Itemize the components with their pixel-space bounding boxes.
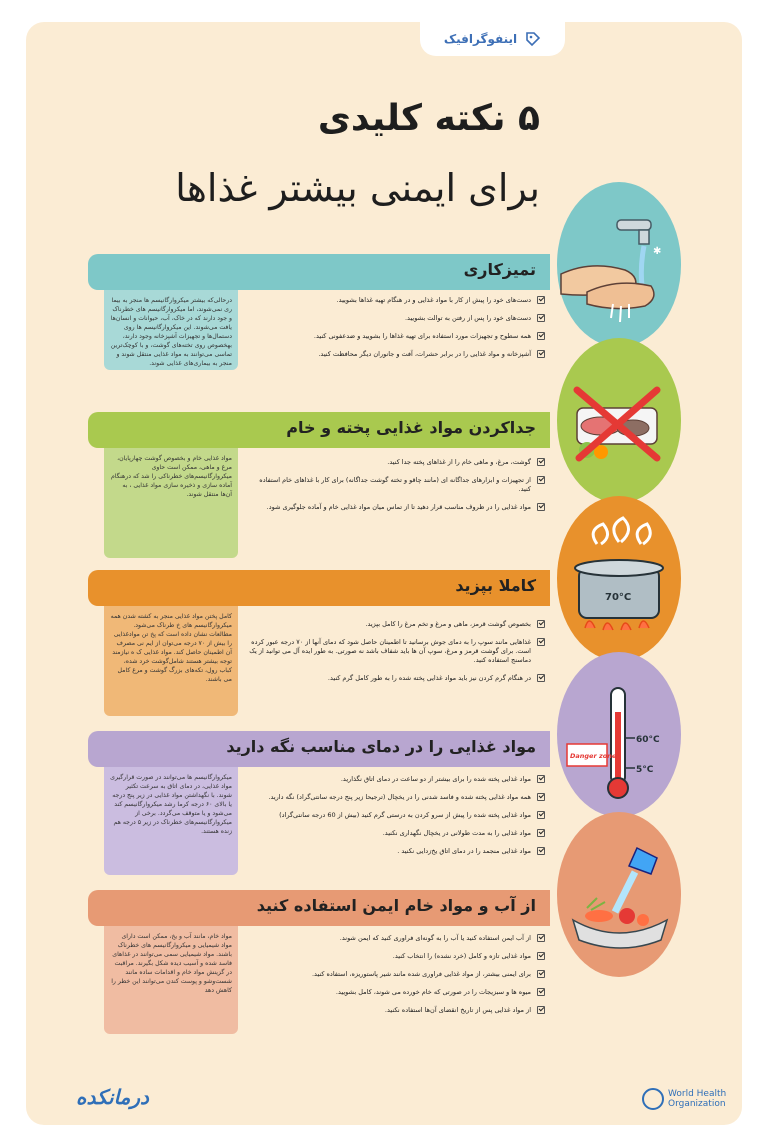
list-item: در هنگام گرم کردن نیز باید مواد غذایی پخته شده را به طور کامل گرم کنید. [245, 674, 545, 683]
section-band-cook [88, 570, 550, 606]
checkbox-icon [537, 638, 545, 646]
infographic-tag [420, 22, 565, 56]
checkbox-icon [537, 476, 545, 484]
danger-zone-label: Danger zone! [570, 752, 620, 760]
list-item: مواد غذایی منجمد را در دمای اتاق یخ‌زدایی نکنید . [245, 847, 545, 856]
globe-icon [642, 1088, 664, 1110]
raw-cooked-illustration [557, 338, 681, 503]
page-title: ۵ نکته کلیدی [317, 98, 540, 139]
side-box-cook [104, 606, 238, 716]
section-band-separate [88, 412, 550, 448]
list-item: دست‌های خود را پیش از کار با مواد غذایی و در هنگام تهیه غذاها بشویید. [245, 296, 545, 305]
side-text: کامل پختن مواد غذایی منجر به کشته شدن همه میکروارگانیسم های خ طرناک می‌شود. مطالعات نشان داده است که پخ تن موادغذایی را بیش از ۷۰ درجه می‌توان از ایم نی مصرف آن اطمینان حاصل کند. مواد غذایی ک ه نیازمند توجه بیشتر هستند شامل‌گوشت خرد شده، کباب رول، تکه‌های بزرگ گوشت و مرغ کامل می باشند. [110, 613, 232, 683]
checkbox-icon [537, 970, 545, 978]
pot-temperature-label: 70°C [605, 592, 632, 603]
list-item: مواد غذایی را در ظروف مناسب قرار دهید تا از تماس میان مواد غذایی خام و آماده جلوگیری شود. [245, 503, 545, 512]
checkbox-icon [537, 811, 545, 819]
checkbox-icon [537, 793, 545, 801]
list-item: گوشت، مرغ، و ماهی خام را از غذاهای پخته جدا کنید. [245, 458, 545, 467]
svg-text:✱: ✱ [653, 246, 662, 257]
list-item: مواد غذایی پخته شده را پیش از سرو کردن به درستی گرم کنید (بیش از 60 درجه سانتی‌گراد) [245, 811, 545, 820]
list-item: میوه ها و سبزیجات را در صورتی که خام خورده می شوند، کامل بشویید. [245, 988, 545, 997]
therm-hot-label: 60°C [636, 735, 660, 745]
checkbox-icon [537, 934, 545, 942]
checkbox-icon [537, 296, 545, 304]
checkbox-icon [537, 952, 545, 960]
section-band-raw-materials [88, 890, 550, 926]
handwash-illustration [557, 182, 681, 347]
darmankade-logo: درمانکده [76, 1085, 149, 1109]
cooking-pot-illustration [557, 496, 681, 661]
checklist-separate [245, 458, 545, 512]
checkbox-icon [537, 350, 545, 358]
who-text: World Health Organization [668, 1089, 727, 1109]
section-title: جداکردن مواد غذایی پخته و خام [286, 418, 536, 437]
page-subtitle: برای ایمنی بیشتر غذاها [175, 166, 540, 210]
who-logo [642, 1088, 726, 1110]
checkbox-icon [537, 314, 545, 322]
checkbox-icon [537, 674, 545, 682]
list-item: از آب ایمن استفاده کنید یا آب را به گونه‌ای فراوری کنید که ایمن شوند. [245, 934, 545, 943]
list-item: غذاهایی مانند سوپ را به دمای جوش برسانید تا اطمینان حاصل شود که دمای آنها از ۷۰ درجه عبور کرده است. برای گوشت قرمز و مرغ، سوپ آن ها باید شفاف باشد نه صورتی. به طور ایده آل می توانید از یک دماسنج استفاده کنید. [245, 638, 545, 665]
list-item: بخصوص گوشت قرمز، ماهی و مرغ و تخم مرغ را کامل بپزید. [245, 620, 545, 629]
list-item: همه مواد غذایی پخته شده و فاسد شدنی را در یخچال (ترجیحا زیر پنج درجه سانتی‌گراد) نگه دارید. [245, 793, 545, 802]
side-box-temperature [104, 767, 238, 875]
list-item: آشپزخانه و مواد غذایی را در برابر حشرات، آفت و جانوران دیگر محافظت کنید. [245, 350, 545, 359]
list-item: از مواد غذایی پس از تاریخ انقضای آن‌ها استفاده نکنید. [245, 1006, 545, 1015]
checkbox-icon [537, 503, 545, 511]
list-item: مواد غذایی را به مدت طولانی در یخچال نگهداری نکنید. [245, 829, 545, 838]
side-box-cleaning [104, 290, 238, 370]
checkbox-icon [537, 847, 545, 855]
tag-icon [525, 31, 541, 47]
side-text: درحالی‌که بیشتر میکروارگانیسم ها منجر به بیما ری نمی‌شوند، اما میکروارگانیسم های خطرناک و جود دارند که در خاک، آب، حیوانات و انسان‌ها یافت می‌شوند. این میکروارگانیسم ها روی دستمال‌ها و تجهیزات آشپزخانه وجود دارند، بهخصوص روی تخته‌های گوشت، و با کوچک‌ترین تماسی می‌توانند به مواد غذایی منتقل شوند و منجر به بیماری‌های غذایی شوند. [110, 297, 232, 367]
section-band-temperature [88, 731, 550, 767]
checklist-cook [245, 620, 545, 683]
section-band-cleaning [88, 254, 550, 290]
checklist-cleaning [245, 296, 545, 359]
checkbox-icon [537, 1006, 545, 1014]
tag-label: اینفوگرافیک [443, 32, 518, 46]
checkbox-icon [537, 829, 545, 837]
thermometer-illustration [557, 652, 681, 817]
section-title: تمیزکاری [463, 260, 536, 279]
checklist-temperature [245, 775, 545, 856]
checkbox-icon [537, 620, 545, 628]
side-text: میکروارگانیسم ها می‌توانند در صورت قرارگیری مواد غذایی، در دمای اتاق به سرعت تکثیر شوند. با نگهداشتن مواد غذایی در زیر پنج درجه یا بالای ۶۰ درجه کرما رشد میکروارگانیسم کند می‌شود و یا متوقف می‌گردد. برخی از میکروارگانیسم‌های خطرناک در زیر ۵ درجه هم زنده هستند. [110, 774, 232, 835]
list-item: مواد غذایی تازه و کامل (خرد نشده) را انتخاب کنید. [245, 952, 545, 961]
section-title: مواد غذایی را در دمای مناسب نگه دارید [226, 737, 536, 756]
list-item: دست‌های خود را پس از رفتن به توالت بشویید. [245, 314, 545, 323]
washing-produce-illustration [557, 812, 681, 977]
list-item: از تجهیزات و ابزارهای جداگانه ای (مانند چاقو و تخته گوشت جداگانه) برای کار با غذاهای خام استفاده کنید. [245, 476, 545, 494]
side-box-raw-materials [104, 926, 238, 1034]
checkbox-icon [537, 332, 545, 340]
checkbox-icon [537, 775, 545, 783]
list-item: مواد غذایی پخته شده را برای بیشتر از دو ساعت در دمای اتاق نگذارید. [245, 775, 545, 784]
checklist-raw-materials [245, 934, 545, 1015]
section-title: کاملا بپزید [455, 576, 536, 595]
checkbox-icon [537, 458, 545, 466]
side-text: مواد خام، مانند آب و یخ، ممکن است دارای مواد شیمیایی و میکروارگانیسم های خطرناک باشند. مواد شیمیایی سمی می‌توانند در غذاهای فاسد شده و آسیب دیده شکل بگیرند. مراقبت در گزینش مواد خام و اقدامات ساده مانند شست‌وشو و پوست کندن می‌توانند این خطر را کاهش دهد [111, 933, 232, 994]
therm-cold-label: 5°C [636, 765, 654, 775]
side-text: مواد غذایی خام و بخصوص گوشت چهارپایان، مرغ و ماهی، ممکن است حاوی میکروارگانیسم‌های خطرناکی را شد که درهنگام آماده سازی و ذخیره سازی مواد غذایی ، به آن‌ها منتقل شوند. [110, 455, 232, 498]
list-item: همه سطوح و تجهیزات مورد استفاده برای تهیه غذاها را بشویید و ضدعفونی کنید. [245, 332, 545, 341]
list-item: برای ایمنی بیشتر، از مواد غذایی فراوری شده مانند شیر پاستوریزه، استفاده کنید. [245, 970, 545, 979]
checkbox-icon [537, 988, 545, 996]
section-title: از آب و مواد خام ایمن استفاده کنید [256, 896, 536, 915]
side-box-separate [104, 448, 238, 558]
